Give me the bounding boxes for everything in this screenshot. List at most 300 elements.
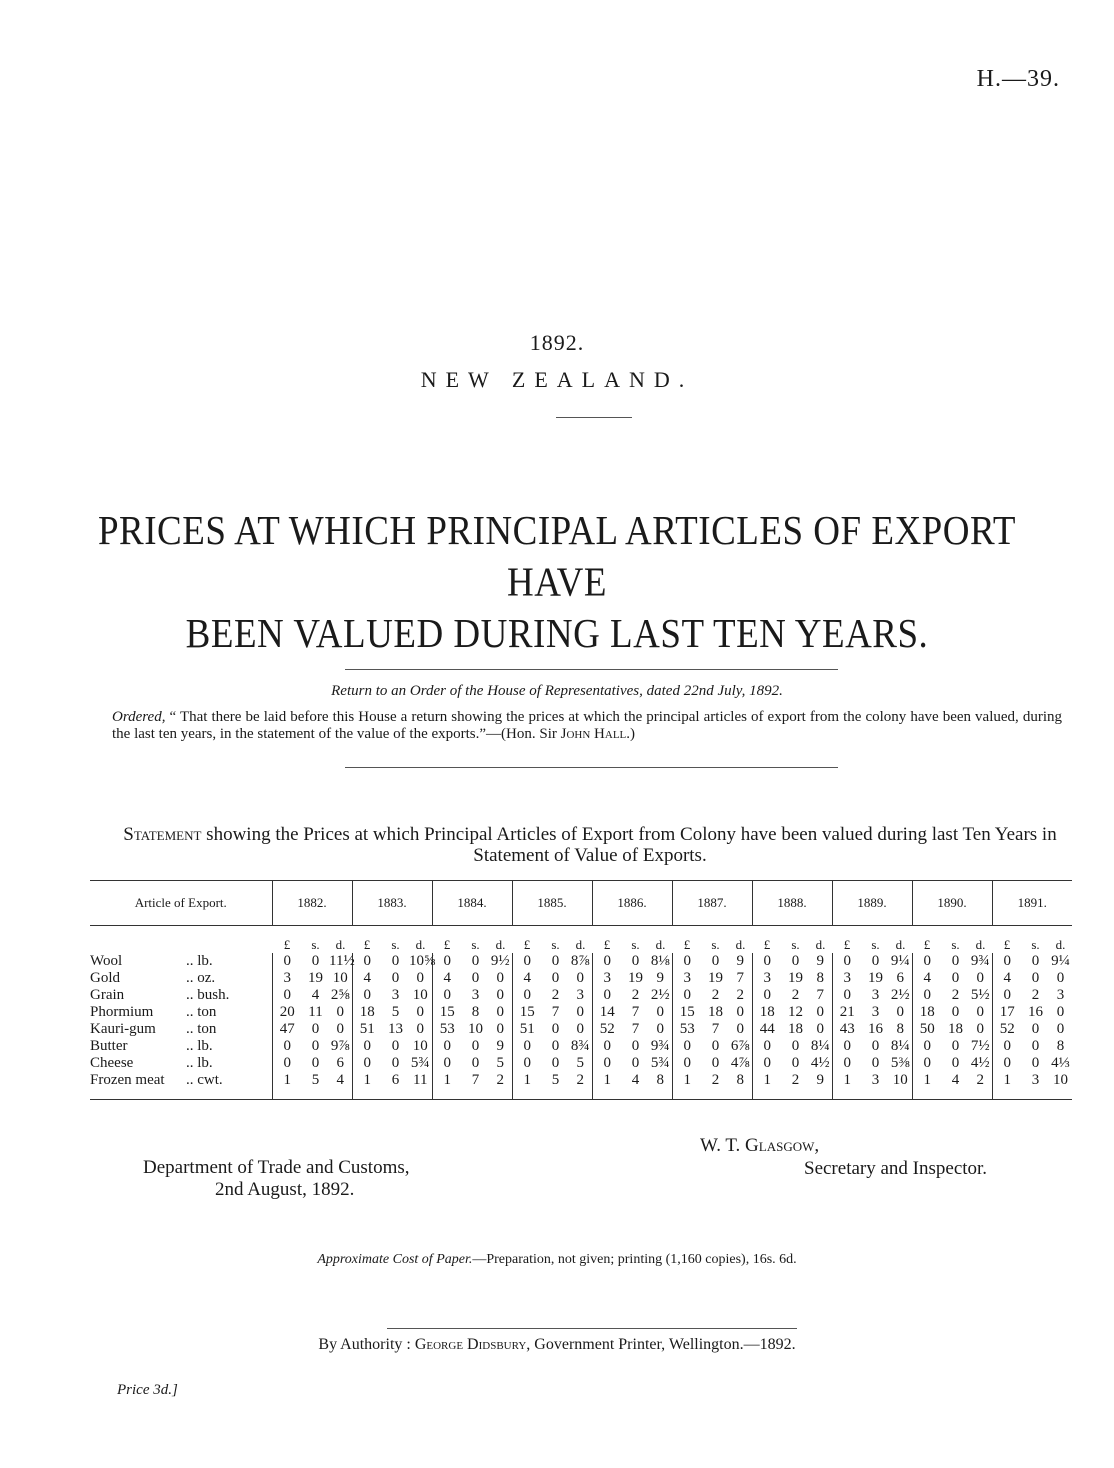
table-row	[90, 1021, 1072, 1038]
pounds-cell: 18	[352, 1004, 382, 1021]
pounds-cell: 15	[512, 1004, 542, 1021]
article-cell	[90, 987, 272, 1004]
shillings-cell: 18	[948, 1021, 963, 1037]
shillings-cell: 0	[951, 1004, 960, 1020]
article-unit: .. ton	[186, 1021, 217, 1037]
printer-name: George Didsbury	[414, 1336, 527, 1353]
shillings-cell: 0	[871, 953, 880, 969]
shillings-cell: 0	[471, 953, 480, 969]
year-column-header: 1887.	[672, 881, 752, 926]
pounds-cell: 0	[352, 987, 382, 1004]
shillings-cell: 0	[791, 1038, 800, 1054]
authority-prefix: By Authority :	[318, 1336, 415, 1353]
pence-cell: 9¾	[970, 953, 990, 969]
pounds-cell: 0	[672, 1038, 702, 1055]
pence-cell: 6	[896, 970, 904, 986]
shillings-cell: 18	[788, 1021, 803, 1037]
pounds-cell: 52	[592, 1021, 622, 1038]
pounds-cell: 0	[272, 953, 302, 970]
pence-cell: 8¼	[810, 1038, 830, 1054]
pence-cell: 7	[816, 987, 824, 1003]
pence-cell: 5⅜	[890, 1055, 910, 1071]
shillings-cell: 0	[631, 1038, 640, 1054]
pounds-cell: 1	[272, 1072, 302, 1100]
document-year: 1892.	[529, 330, 585, 355]
pence-cell: 0	[896, 1004, 904, 1020]
shillings-cell: 0	[311, 1055, 320, 1071]
unit-label: £	[923, 937, 931, 952]
year-column-header: 1889.	[832, 881, 912, 926]
currency-units-row	[90, 926, 1072, 954]
shillings-cell: 2	[551, 987, 560, 1003]
unit-label: £	[363, 937, 371, 952]
shillings-cell: 0	[871, 1038, 880, 1054]
article-name: Phormium	[90, 1004, 154, 1020]
pounds-cell: 3	[592, 970, 622, 987]
pence-cell: 5½	[970, 987, 990, 1003]
pence-cell: 0	[576, 970, 584, 986]
pence-cell: 9½	[490, 953, 510, 969]
pence-cell: 0	[336, 1021, 344, 1037]
pence-cell: 9¼	[1051, 953, 1070, 969]
pounds-cell: 0	[912, 987, 942, 1004]
pounds-cell: 21	[832, 1004, 862, 1021]
article-cell	[90, 1004, 272, 1021]
article-name: Wool	[90, 953, 123, 969]
pence-cell: 11½	[329, 953, 355, 969]
pence-cell: 9	[816, 953, 824, 969]
page-reference: H.—39.	[976, 66, 1060, 92]
shillings-cell: 5	[391, 1004, 400, 1020]
table-row	[90, 953, 1072, 970]
article-cell	[90, 1072, 272, 1100]
unit-label: d.	[735, 937, 746, 952]
unit-label: £	[443, 937, 451, 952]
article-name: Frozen meat	[90, 1072, 165, 1088]
pence-cell: 8¾	[570, 1038, 590, 1054]
pence-cell: 2	[969, 1072, 992, 1100]
pounds-cell: 4	[432, 970, 462, 987]
article-cell	[90, 1038, 272, 1055]
pounds-cell: 0	[992, 1055, 1022, 1072]
shillings-cell: 19	[868, 970, 883, 986]
shillings-cell: 0	[551, 1021, 560, 1037]
pence-cell: 5	[576, 1055, 584, 1071]
signatory-title: Secretary and Inspector.	[804, 1158, 988, 1179]
shillings-cell: 7	[631, 1004, 640, 1020]
shillings-cell: 0	[391, 1038, 400, 1054]
year-column-header: 1891.	[992, 881, 1072, 926]
shillings-cell: 6	[382, 1072, 409, 1100]
pounds-cell: 0	[592, 953, 622, 970]
shillings-cell: 18	[708, 1004, 723, 1020]
price-note: Price 3d.]	[117, 1382, 178, 1398]
pence-cell: 8⅞	[570, 953, 590, 969]
shillings-cell: 0	[791, 1055, 800, 1071]
shillings-cell: 2	[782, 1072, 809, 1100]
pence-cell: 8⅛	[650, 953, 670, 969]
article-cell	[90, 1021, 272, 1038]
pounds-cell: 1	[592, 1072, 622, 1100]
pence-cell: 0	[976, 1004, 984, 1020]
pounds-cell: 0	[272, 1038, 302, 1055]
article-name: Kauri-gum	[90, 1021, 156, 1037]
article-column-header: Article of Export.	[90, 881, 272, 926]
pence-cell: 2⅝	[330, 987, 350, 1003]
shillings-cell: 0	[311, 1038, 320, 1054]
pounds-cell: 0	[352, 1038, 382, 1055]
table-row	[90, 1055, 1072, 1072]
pounds-cell: 4	[352, 970, 382, 987]
pounds-cell: 17	[992, 1004, 1022, 1021]
shillings-cell: 0	[631, 1055, 640, 1071]
shillings-cell: 0	[391, 970, 400, 986]
pounds-cell: 50	[912, 1021, 942, 1038]
shillings-cell: 0	[471, 1055, 480, 1071]
pounds-cell: 1	[352, 1072, 382, 1100]
pence-cell: 2½	[890, 987, 910, 1003]
pence-cell: 0	[736, 1021, 744, 1037]
pounds-cell: 0	[752, 987, 782, 1004]
unit-label: d.	[975, 937, 986, 952]
unit-label: £	[603, 937, 611, 952]
pounds-cell: 0	[832, 1055, 862, 1072]
pounds-cell: 4	[992, 970, 1022, 987]
unit-label: s.	[311, 937, 320, 952]
unit-label: d.	[575, 937, 586, 952]
cost-label: Approximate Cost of Paper.	[317, 1252, 473, 1267]
pence-cell: 0	[576, 1021, 584, 1037]
pounds-cell: 47	[272, 1021, 302, 1038]
pence-cell: 0	[1056, 1004, 1065, 1020]
pence-cell: 2½	[650, 987, 670, 1003]
pence-cell: 0	[1056, 1021, 1065, 1037]
pence-cell: 0	[1056, 970, 1065, 986]
pounds-cell: 0	[272, 1055, 302, 1072]
shillings-cell: 0	[391, 953, 400, 969]
pounds-cell: 1	[672, 1072, 702, 1100]
pounds-cell: 52	[992, 1021, 1022, 1038]
pounds-cell: 0	[432, 1038, 462, 1055]
pounds-cell: 0	[512, 953, 542, 970]
pence-cell: 8	[649, 1072, 672, 1100]
pounds-cell: 15	[432, 1004, 462, 1021]
shillings-cell: 7	[631, 1021, 640, 1037]
pounds-cell: 4	[912, 970, 942, 987]
pounds-cell: 0	[432, 953, 462, 970]
shillings-cell: 3	[871, 987, 880, 1003]
article-unit: .. cwt.	[186, 1072, 223, 1088]
unit-label: £	[843, 937, 851, 952]
shillings-cell: 3	[871, 1004, 880, 1020]
pence-cell: 0	[496, 970, 504, 986]
shillings-cell: 16	[868, 1021, 883, 1037]
pence-cell: 9	[656, 970, 664, 986]
shillings-cell: 0	[951, 953, 960, 969]
pounds-cell: 3	[272, 970, 302, 987]
unit-label: s.	[471, 937, 480, 952]
pounds-cell: 1	[512, 1072, 542, 1100]
pounds-cell: 3	[672, 970, 702, 987]
year-column-header: 1884.	[432, 881, 512, 926]
pounds-cell: 51	[352, 1021, 382, 1038]
pence-cell: 0	[736, 1004, 744, 1020]
shillings-cell: 0	[951, 1055, 960, 1071]
pounds-cell: 0	[832, 1038, 862, 1055]
authority-divider	[387, 1328, 797, 1329]
shillings-cell: 4	[311, 987, 320, 1003]
article-cell	[90, 970, 272, 987]
pence-cell: 5¾	[410, 1055, 430, 1071]
shillings-cell: 0	[1031, 970, 1040, 986]
year-column-header: 1885.	[512, 881, 592, 926]
unit-label: s.	[871, 937, 880, 952]
pence-cell: 0	[816, 1004, 824, 1020]
pence-cell: 9¾	[650, 1038, 670, 1054]
ordered-end: .)	[626, 726, 636, 742]
shillings-cell: 2	[1031, 987, 1040, 1003]
shillings-cell: 0	[711, 1055, 720, 1071]
unit-label: s.	[711, 937, 720, 952]
pence-cell: 0	[496, 1004, 504, 1020]
year-column-header: 1883.	[352, 881, 432, 926]
export-prices-table	[90, 880, 1072, 1100]
shillings-cell: 7	[462, 1072, 489, 1100]
shillings-cell: 5	[302, 1072, 329, 1100]
pence-cell: 0	[416, 1021, 424, 1037]
ordered-text: “ That there be laid before this House a return showing the prices at which the principal articles of export from the colony have been valued, during the last ten years, in the statement of the value of the exports.”—(Hon. Sir	[112, 709, 1062, 742]
pence-cell: 5¾	[650, 1055, 670, 1071]
pounds-cell: 0	[352, 1055, 382, 1072]
shillings-cell: 0	[1031, 1021, 1040, 1037]
year-column-header: 1888.	[752, 881, 832, 926]
unit-label: £	[1003, 937, 1011, 952]
table-row	[90, 1038, 1072, 1055]
shillings-cell: 2	[631, 987, 640, 1003]
unit-label: £	[523, 937, 531, 952]
shillings-cell: 0	[1031, 953, 1040, 969]
signatory-name: W. T. Glasgow,	[700, 1135, 820, 1156]
pence-cell: 0	[816, 1021, 824, 1037]
article-unit: .. lb.	[186, 1055, 213, 1071]
article-name: Cheese	[90, 1055, 134, 1071]
printer-authority-line	[0, 1336, 1114, 1354]
order-top-divider	[345, 669, 838, 670]
shillings-cell: 7	[711, 1021, 720, 1037]
cost-of-paper-note	[0, 1252, 1114, 1268]
pounds-cell: 44	[752, 1021, 782, 1038]
pence-cell: 11	[409, 1072, 432, 1100]
shillings-cell: 0	[951, 1038, 960, 1054]
statement-lead: Statement	[123, 824, 202, 845]
shillings-cell: 2	[791, 987, 800, 1003]
shillings-cell: 4	[622, 1072, 649, 1100]
return-order-line: Return to an Order of the House of Representatives, dated 22nd July, 1892.	[331, 683, 783, 699]
article-cell	[90, 1055, 272, 1072]
shillings-cell: 0	[631, 953, 640, 969]
department-block	[143, 1157, 410, 1201]
cost-text: —Preparation, not given; printing (1,160 copies), 16s. 6d.	[472, 1252, 797, 1267]
pounds-cell: 0	[272, 987, 302, 1004]
pence-cell: 6	[336, 1055, 344, 1071]
unit-label: d.	[1055, 937, 1066, 952]
shillings-cell: 0	[711, 953, 720, 969]
signature-block	[700, 1134, 987, 1180]
table-header-row	[90, 881, 1072, 926]
pounds-cell: 0	[592, 1038, 622, 1055]
pounds-cell: 1	[832, 1072, 862, 1100]
shillings-cell: 0	[391, 1055, 400, 1071]
shillings-cell: 3	[1022, 1072, 1049, 1100]
pounds-cell: 51	[512, 1021, 542, 1038]
pence-cell: 10	[332, 970, 348, 986]
shillings-cell: 3	[862, 1072, 889, 1100]
article-unit: .. oz.	[186, 970, 216, 986]
pence-cell: 8	[729, 1072, 752, 1100]
pounds-cell: 0	[912, 953, 942, 970]
shillings-cell: 16	[1028, 1004, 1043, 1020]
unit-label: d.	[415, 937, 426, 952]
pence-cell: 9¼	[890, 953, 910, 969]
unit-label: d.	[335, 937, 346, 952]
pence-cell: 3	[1056, 987, 1065, 1003]
pence-cell: 8¼	[890, 1038, 910, 1054]
pounds-cell: 0	[432, 1055, 462, 1072]
pence-cell: 4½	[810, 1055, 830, 1071]
article-unit: .. lb.	[186, 1038, 213, 1054]
pounds-cell: 1	[432, 1072, 462, 1100]
shillings-cell: 0	[871, 1055, 880, 1071]
pence-cell: 0	[496, 987, 504, 1003]
unit-label: £	[683, 937, 691, 952]
statement-text: showing the Prices at which Principal Articles of Export from Colony have been valued during last Ten Years in Statement of Value of Exports.	[201, 824, 1057, 866]
pounds-cell: 0	[352, 953, 382, 970]
shillings-cell: 2	[951, 987, 960, 1003]
unit-label: s.	[631, 937, 640, 952]
shillings-cell: 19	[628, 970, 643, 986]
shillings-cell: 2	[711, 987, 720, 1003]
pounds-cell: 18	[752, 1004, 782, 1021]
pounds-cell: 0	[512, 987, 542, 1004]
pounds-cell: 1	[992, 1072, 1022, 1100]
article-name: Butter	[90, 1038, 128, 1054]
pounds-cell: 0	[752, 1038, 782, 1055]
shillings-cell: 0	[311, 953, 320, 969]
pence-cell: 0	[496, 1021, 504, 1037]
pounds-cell: 0	[432, 987, 462, 1004]
pence-cell: 0	[416, 970, 424, 986]
pence-cell: 0	[576, 1004, 584, 1020]
title-line-2: BEEN VALUED DURING LAST TEN YEARS.	[185, 611, 929, 658]
export-prices-table-wrapper	[90, 880, 1068, 1100]
pounds-cell: 0	[672, 987, 702, 1004]
pence-cell: 0	[656, 1004, 664, 1020]
shillings-cell: 7	[551, 1004, 560, 1020]
pence-cell: 8	[1056, 1038, 1065, 1054]
shillings-cell: 13	[388, 1021, 403, 1037]
pounds-cell: 0	[592, 1055, 622, 1072]
unit-label: d.	[655, 937, 666, 952]
shillings-cell: 0	[471, 1038, 480, 1054]
unit-label: s.	[391, 937, 400, 952]
pence-cell: 7½	[970, 1038, 990, 1054]
article-unit: .. lb.	[186, 953, 213, 969]
pence-cell: 4⅞	[730, 1055, 750, 1071]
shillings-cell: 0	[951, 970, 960, 986]
shillings-cell: 0	[471, 970, 480, 986]
pounds-cell: 0	[512, 1038, 542, 1055]
pounds-cell: 0	[752, 1055, 782, 1072]
unit-label: s.	[951, 937, 960, 952]
pence-cell: 10	[889, 1072, 912, 1100]
pounds-cell: 0	[592, 987, 622, 1004]
shillings-cell: 0	[311, 1021, 320, 1037]
pounds-cell: 18	[912, 1004, 942, 1021]
pounds-cell: 14	[592, 1004, 622, 1021]
department-name: Department of Trade and Customs,	[143, 1157, 410, 1178]
article-name: Gold	[90, 970, 120, 986]
pence-cell: 2	[489, 1072, 512, 1100]
pounds-cell: 0	[832, 953, 862, 970]
article-unit: .. bush.	[186, 987, 230, 1003]
pounds-cell: 0	[912, 1055, 942, 1072]
unit-label: s.	[1031, 937, 1040, 952]
pounds-cell: 0	[832, 987, 862, 1004]
ordered-paragraph	[112, 709, 1062, 743]
pounds-cell: 0	[992, 1038, 1022, 1055]
shillings-cell: 8	[471, 1004, 480, 1020]
pence-cell: 2	[569, 1072, 592, 1100]
title-line-1: PRICES AT WHICH PRINCIPAL ARTICLES OF EXPORT HAVE	[97, 508, 1017, 606]
pence-cell: 10⅝	[409, 953, 436, 969]
pence-cell: 10	[412, 1038, 428, 1054]
pence-cell: 9	[496, 1038, 504, 1054]
pence-cell: 9	[809, 1072, 832, 1100]
table-row	[90, 1072, 1072, 1100]
pence-cell: 9⅞	[330, 1038, 350, 1054]
pounds-cell: 15	[672, 1004, 702, 1021]
shillings-cell: 12	[788, 1004, 803, 1020]
shillings-cell: 3	[391, 987, 400, 1003]
shillings-cell: 19	[708, 970, 723, 986]
units-spacer	[90, 926, 272, 954]
shillings-cell: 0	[1031, 1055, 1040, 1071]
statement-heading	[105, 824, 1075, 866]
pounds-cell: 3	[752, 970, 782, 987]
order-bottom-divider	[345, 767, 838, 768]
pence-cell: 10	[1049, 1072, 1072, 1100]
pounds-cell: 0	[672, 953, 702, 970]
table-row	[90, 987, 1072, 1004]
pounds-cell: 53	[432, 1021, 462, 1038]
pounds-cell: 20	[272, 1004, 302, 1021]
shillings-cell: 0	[551, 1055, 560, 1071]
pounds-cell: 43	[832, 1021, 862, 1038]
pounds-cell: 3	[832, 970, 862, 987]
pence-cell: 9	[736, 953, 744, 969]
table-row	[90, 970, 1072, 987]
year-column-header: 1890.	[912, 881, 992, 926]
unit-label: s.	[551, 937, 560, 952]
pence-cell: 8	[816, 970, 824, 986]
pence-cell: 2	[736, 987, 744, 1003]
pounds-cell: 0	[912, 1038, 942, 1055]
pence-cell: 0	[336, 1004, 344, 1020]
year-column-header: 1886.	[592, 881, 672, 926]
pence-cell: 10	[412, 987, 428, 1003]
pence-cell: 7	[736, 970, 744, 986]
pounds-cell: 0	[672, 1055, 702, 1072]
